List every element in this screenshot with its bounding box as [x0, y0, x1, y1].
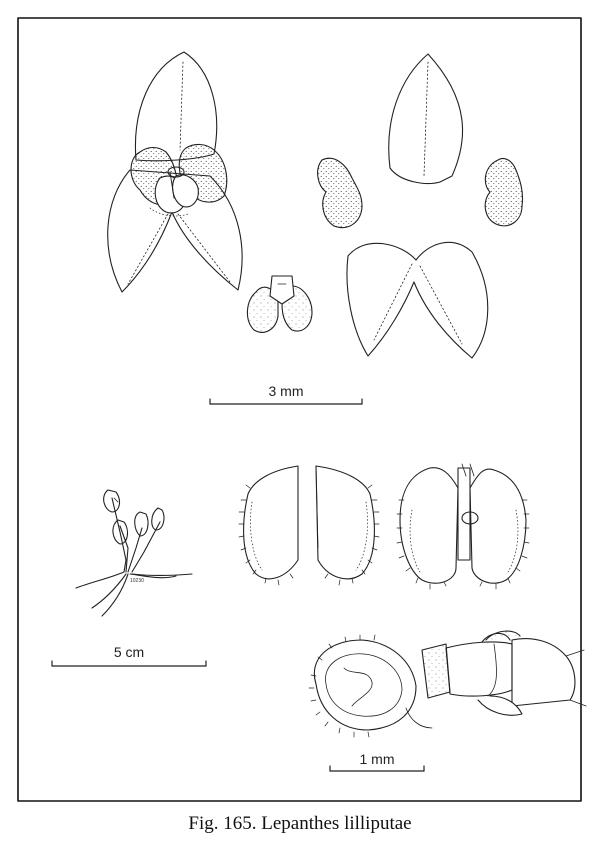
scale-label-3mm: 3 mm [268, 383, 304, 399]
collector-number: 10230 [130, 578, 144, 584]
plant-habit [76, 490, 192, 616]
petals-with-column [397, 464, 529, 589]
lip-column-lateral-view [309, 631, 586, 737]
scale-bar-3mm [210, 383, 362, 404]
column-lip-detail [247, 276, 312, 332]
plate-frame [18, 18, 581, 801]
scale-bar-5cm [52, 644, 206, 666]
dorsal-sepal-dissected [389, 54, 463, 183]
scale-label-1mm: 1 mm [359, 751, 395, 767]
figure-caption: Fig. 165. Lepanthes lilliputae [188, 813, 412, 834]
petal-left-dissected [318, 158, 362, 227]
petals-enlarged-pair [239, 466, 379, 585]
synsepal-dissected [347, 242, 488, 358]
flower-front-view [108, 52, 242, 292]
petal-right-dissected [485, 158, 522, 225]
scale-bar-1mm [330, 751, 424, 771]
scale-label-5cm: 5 cm [113, 644, 145, 660]
